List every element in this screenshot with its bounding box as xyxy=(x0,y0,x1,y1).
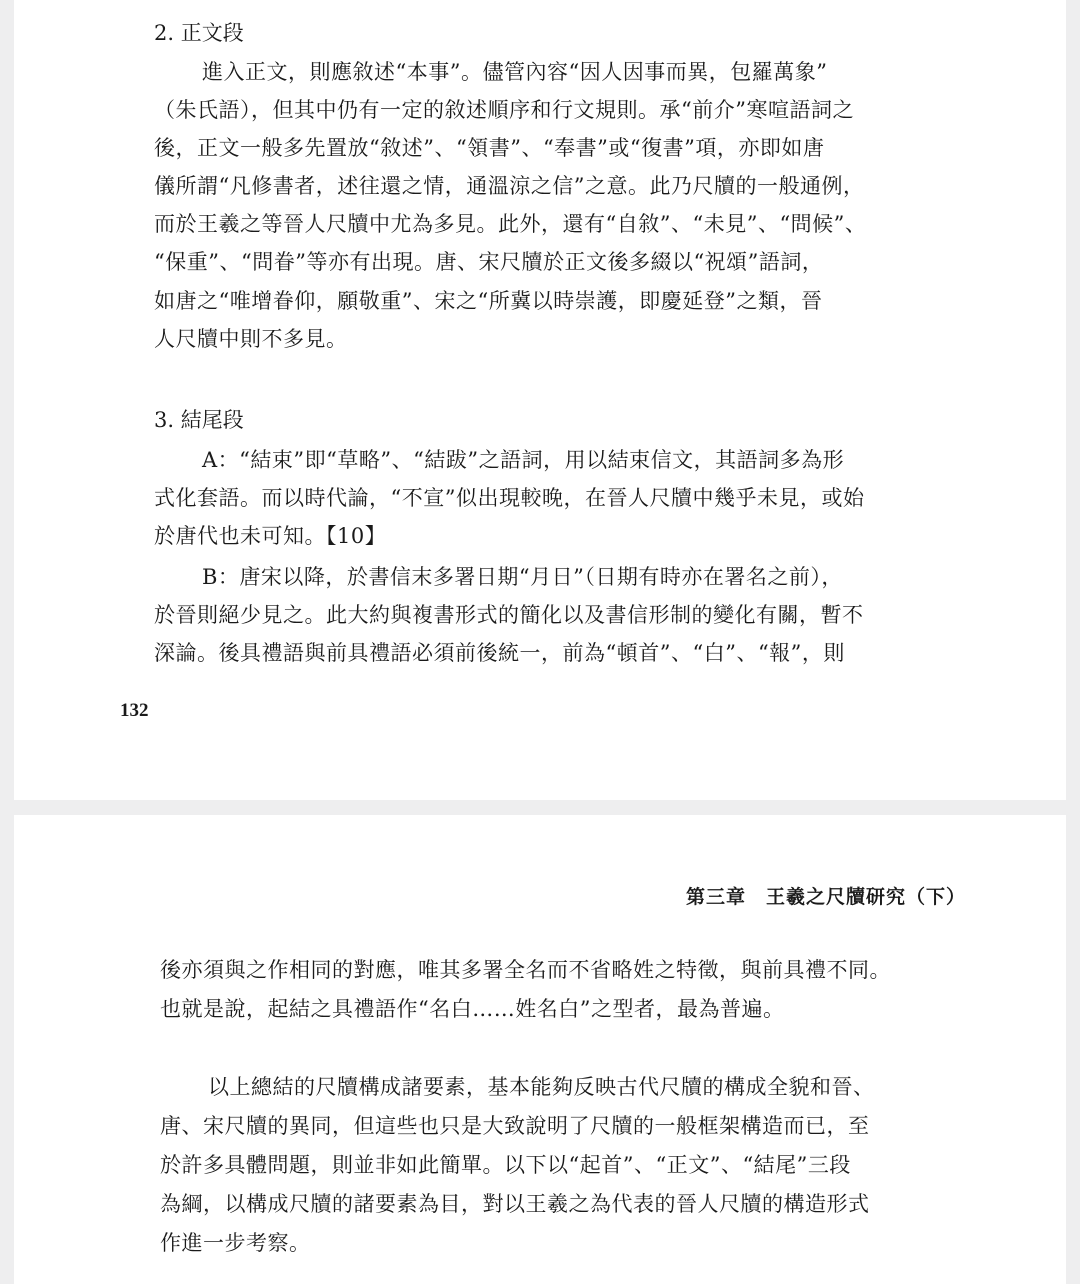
text-line: （朱氏語），但其中仍有一定的敘述順序和行文規則。承“前介”寒喧語詞之 xyxy=(154,98,854,122)
text-line: 如唐之“唯增眷仰，願敬重”、宋之“所冀以時崇護，即慶延登”之類，晉 xyxy=(154,289,823,313)
text-line: B：唐宋以降，於書信末多署日期“月日”（日期有時亦在署名之前）， xyxy=(202,565,843,589)
text-line: “保重”、“問眷”等亦有出現。唐、宋尺牘於正文後多綴以“祝頌”語詞， xyxy=(154,250,824,274)
text-line: 人尺牘中則不多見。 xyxy=(154,327,348,351)
lower-book-page xyxy=(14,815,1066,1284)
text-line: 於唐代也未可知。【10】 xyxy=(154,524,387,548)
upper-book-page xyxy=(14,0,1066,800)
text-line: 深論。後具禮語與前具禮語必須前後統一，前為“頓首”、“白”、“報”，則 xyxy=(154,641,845,665)
text-line: 而於王羲之等晉人尺牘中尤為多見。此外，還有“自敘”、“未見”、“問候”、 xyxy=(154,212,867,236)
text-line: 於晉則絕少見之。此大約與複書形式的簡化以及書信形制的變化有關，暫不 xyxy=(154,603,864,627)
text-line: 儀所謂“凡修書者，述往還之情，通溫涼之信”之意。此乃尺牘的一般通例， xyxy=(154,174,865,198)
chapter-running-head: 第三章 王羲之尺牘研究（下） xyxy=(685,886,966,908)
text-line: 為綱，以構成尺牘的諸要素為目，對以王羲之為代表的晉人尺牘的構造形式 xyxy=(160,1192,870,1216)
text-line: A：“結束”即“草略”、“結跋”之語詞，用以結束信文，其語詞多為形 xyxy=(202,448,845,472)
text-line: 作進一步考察。 xyxy=(160,1231,311,1255)
text-line: 於許多具體問題，則並非如此簡單。以下以“起首”、“正文”、“結尾”三段 xyxy=(160,1153,851,1177)
text-line: 後，正文一般多先置放“敘述”、“領書”、“奉書”或“復書”項，亦即如唐 xyxy=(154,136,825,160)
text-line: 式化套語。而以時代論，“不宣”似出現較晚，在晉人尺牘中幾乎未見，或始 xyxy=(154,486,865,510)
text-line: 後亦須與之作相同的對應，唯其多署全名而不省略姓之特徵，與前具禮不同。 xyxy=(160,958,891,982)
page-number: 132 xyxy=(120,700,149,721)
section-2-heading: 2. 正文段 xyxy=(154,21,244,45)
text-line: 以上總結的尺牘構成諸要素，基本能夠反映古代尺牘的構成全貌和晉、 xyxy=(208,1075,875,1099)
text-line: 進入正文，則應敘述“本事”。儘管內容“因人因事而異，包羅萬象” xyxy=(202,60,828,84)
text-line: 也就是說，起結之具禮語作“名白……姓名白”之型者，最為普遍。 xyxy=(160,997,785,1021)
section-3-heading: 3. 結尾段 xyxy=(154,408,244,432)
text-line: 唐、宋尺牘的異同，但這些也只是大致說明了尺牘的一般框架構造而已，至 xyxy=(160,1114,870,1138)
